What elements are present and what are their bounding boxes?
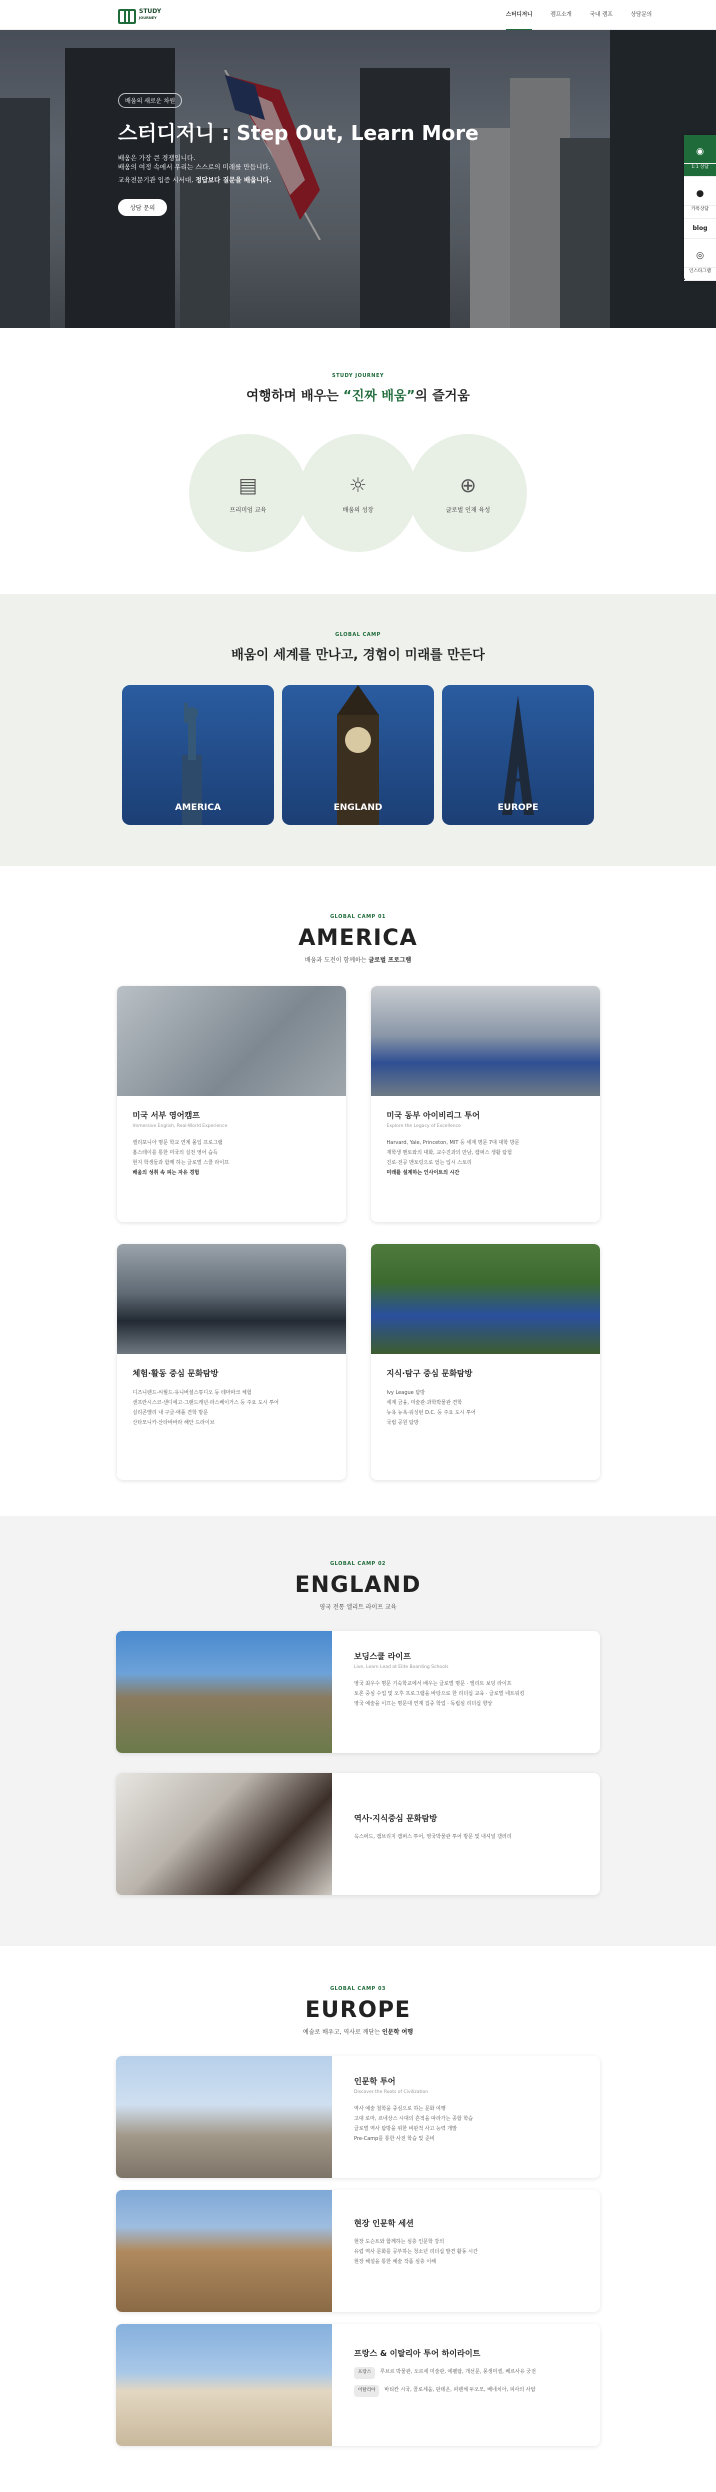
card-item: Ivy League 탐방 <box>386 1390 425 1396</box>
camp-card-england[interactable] <box>282 685 434 825</box>
row-item: 유럽 역사 문화를 공부하는 청소년 리더십 발견 활동 시간 <box>354 2249 478 2255</box>
instagram-side-button[interactable]: ◎ 인스타그램 <box>684 239 716 281</box>
intro-kicker: STUDY JOURNEY <box>332 373 384 379</box>
intro-section <box>0 328 716 594</box>
classroom-photo <box>117 986 346 1096</box>
england-kicker: GLOBAL CAMP 02 <box>330 1561 386 1567</box>
program-card-ivy-tour[interactable] <box>371 986 600 1222</box>
row-item: 역사 예술 철학을 중심으로 하는 문화 여행 <box>354 2106 446 2112</box>
england-row-boarding[interactable] <box>116 1631 600 1753</box>
book-logo-icon <box>118 8 136 22</box>
floating-side-menu <box>684 135 716 281</box>
group-banner-photo <box>117 1244 346 1354</box>
louvre-photo <box>116 2056 332 2178</box>
program-card-activity-tour[interactable] <box>117 1244 346 1480</box>
card-item: 디즈니랜드·씨월드·유니버셜스튜디오 등 테마파크 체험 <box>132 1390 252 1396</box>
card-item: 현지 학생들과 함께 하는 글로벌 스쿨 라이프 <box>132 1160 229 1166</box>
kakao-side-button[interactable]: ● 카톡상담 <box>684 177 716 219</box>
row-item: 영국 최우수 명문 기숙학교에서 배우는 글로벌 명문 · 엘리트 보딩 라이프 <box>354 1681 512 1687</box>
camp-card-label: ENGLAND <box>333 803 383 813</box>
europe-kicker: GLOBAL CAMP 03 <box>330 1986 386 1992</box>
card-item: 캘리포니아 명문 학교 연계 몰입 프로그램 <box>132 1140 223 1146</box>
card-item: 국립 공원 탐방 <box>386 1420 419 1426</box>
hero-line1: 배움은 가장 큰 경쟁입니다. <box>118 154 196 162</box>
europe-row-session[interactable] <box>116 2190 600 2312</box>
feature-circle-global: ⊕ 글로벌 인재 육성 <box>409 434 527 552</box>
group-photo <box>371 986 600 1096</box>
america-kicker: GLOBAL CAMP 01 <box>330 914 386 920</box>
consult-button[interactable]: 상담 문의 <box>118 199 167 216</box>
card-item-bold: 배움의 성취 속 피는 자유 경험 <box>132 1170 200 1176</box>
hero-line3: 교육전문기관 입증 시서대, 정답보다 질문을 배웁니다. <box>118 176 272 184</box>
row-title: 역사·지식중심 문화탐방 <box>354 1814 438 1823</box>
europe-section <box>0 1946 716 2446</box>
nav-item-camp[interactable]: 캠프소개 <box>550 11 572 18</box>
program-card-knowledge-tour[interactable] <box>371 1244 600 1480</box>
row-item: Pre-Camp를 통한 사전 학습 및 준비 <box>354 2136 435 2142</box>
card-item: 샌프란시스코·샌디에고·그랜드캐년·라스베이거스 등 주요 도시 투어 <box>132 1400 279 1406</box>
global-camp-section <box>0 594 716 866</box>
logo-line1: STUDY <box>139 7 162 15</box>
row-item: 현장 해설을 통한 예술 작품 심층 이해 <box>354 2259 436 2265</box>
camp-card-label: EUROPE <box>497 803 539 813</box>
nav-item-contact[interactable]: 상담문의 <box>630 11 652 18</box>
camp-kicker: GLOBAL CAMP <box>335 632 381 638</box>
hero-kicker: 배움의 새로운 차원 <box>118 93 182 108</box>
card-title: 체험·활동 중심 문화탐방 <box>132 1369 219 1378</box>
row-title: 보딩스쿨 라이프 <box>354 1652 411 1661</box>
intro-title: 여행하며 배우는 “진짜 배움”의 즐거움 <box>246 389 470 404</box>
feature-circle-premium: ▤ 프리미엄 교육 <box>189 434 307 552</box>
england-title: ENGLAND <box>294 1573 422 1598</box>
nav-item-studyjourney[interactable]: 스터디저니 <box>506 0 533 31</box>
students-class-photo <box>116 1773 332 1895</box>
card-item: 뉴욕 뉴욕·워싱턴 D.C. 등 주요 도시 투어 <box>386 1410 476 1416</box>
card-item: 재학생 멘토와의 대화, 교수진과의 만남, 캠퍼스 생활 탐험 <box>386 1150 512 1156</box>
camp-title: 배움이 세계를 만나고, 경험이 미래를 만든다 <box>231 648 485 663</box>
row-title: 인문학 투어 <box>354 2077 396 2086</box>
pisa-photo <box>116 2324 332 2446</box>
camp-card-europe[interactable] <box>442 685 594 825</box>
card-item: 실리콘밸리 내 구글·애플 견학 방문 <box>132 1410 209 1416</box>
card-subtitle: Explore the Legacy of Excellence <box>386 1124 461 1129</box>
site-header <box>0 0 716 30</box>
logo-line2: JOURNEY <box>139 15 157 20</box>
england-subtitle: 영국 전통 엘리트 라이프 교육 <box>319 1604 397 1611</box>
row-item: 글로벌 역사 탐방을 위한 비판적 사고 능력 개발 <box>354 2126 457 2132</box>
card-title: 미국 동부 아이비리그 투어 <box>386 1111 480 1120</box>
hero-line2: 배움의 여정 속에서 우리는 스스로의 미래를 만듭니다. <box>118 163 271 171</box>
book-icon: ▤ <box>238 472 258 497</box>
row-subtitle: Discover the Roots of Civilization <box>354 2090 429 2095</box>
row-item: 토론 중심 수업 및 오후 프로그램을 바탕으로 한 리더십 교육 · 글로벌 네트워킹 <box>354 1691 525 1697</box>
row-title: 프랑스 & 이탈리아 투어 하이라이트 <box>354 2349 481 2358</box>
row-item: 영국 예술을 이끄는 명문대 연계 집중 학업 · 독립심 리더십 향상 <box>354 1701 493 1707</box>
europe-row-highlight[interactable] <box>116 2324 600 2446</box>
card-item: 산타모니카·산타바바라 해안 드라이브 <box>132 1420 215 1426</box>
europe-subtitle: 예술로 배우고, 역사로 깨닫는 인문학 여행 <box>302 2029 414 2036</box>
colosseum-photo <box>116 2190 332 2312</box>
card-item: 진로·전공 멘토링으로 얻는 입시 스토리 <box>386 1160 472 1166</box>
america-section <box>0 866 716 1516</box>
bulb-icon: ☼ <box>349 472 367 497</box>
row-title: 현장 인문학 세션 <box>354 2219 414 2228</box>
chat-icon: ◉ <box>684 141 716 164</box>
place-item-italy: 이탈리아 바티칸 시국, 콜로세움, 판테온, 피렌체 두오모, 베네치아, 피사의 사탑 <box>354 2385 536 2397</box>
card-item: 세계 금융, 미술관·과학박물관 견학 <box>386 1400 463 1406</box>
europe-title: EUROPE <box>305 1998 411 2023</box>
nav-item-domestic[interactable]: 국내 캠프 <box>589 11 613 18</box>
place-item-france: 프랑스 루브르 박물관, 오르세 미술관, 에펠탑, 개선문, 몽생미셸, 베르사유 궁전 <box>354 2367 536 2379</box>
card-title: 미국 서부 영어캠프 <box>132 1111 200 1120</box>
row-subtitle: Live, Learn Lead at Elite Boarding Schools <box>354 1665 449 1670</box>
england-section <box>0 1516 716 1946</box>
group-banner-photo <box>371 1244 600 1354</box>
boarding-school-photo <box>116 1631 332 1753</box>
main-nav <box>506 0 652 31</box>
card-title: 지식·탐구 중심 문화탐방 <box>386 1369 473 1378</box>
england-row-culture[interactable] <box>116 1773 600 1895</box>
row-item: 현장 도슨트와 함께하는 심층 인문학 강의 <box>354 2239 445 2245</box>
europe-row-humanities[interactable] <box>116 2056 600 2178</box>
camp-card-america[interactable] <box>122 685 274 825</box>
row-item: 옥스퍼드, 캠브리지 캠퍼스 투어, 영국박물관 투어 방문 및 내셔널 갤러리 <box>354 1834 512 1840</box>
consult-side-button[interactable]: ◉ 1:1 상담 <box>684 135 716 177</box>
card-item: 홈스테이를 통한 미국의 실전 영어 습득 <box>132 1150 218 1156</box>
feature-circle-growth: ☼ 배움의 성장 <box>299 434 417 552</box>
hero-banner <box>0 30 716 328</box>
america-title: AMERICA <box>298 926 418 951</box>
row-item: 고대 로마, 르네상스 시대의 흔적을 따라가는 종합 학습 <box>354 2116 473 2122</box>
card-item-bold: 미래를 설계하는 인사이트의 시간 <box>386 1170 460 1176</box>
globe-icon: ⊕ <box>459 472 477 497</box>
blog-side-button[interactable]: blog <box>684 219 716 239</box>
instagram-icon: ◎ <box>684 245 716 268</box>
card-subtitle: Immersive English, Real-World Experience <box>132 1124 228 1129</box>
program-card-west-camp[interactable] <box>117 986 346 1222</box>
hero-title: 스터디저니 : Step Out, Learn More <box>118 121 479 145</box>
america-subtitle: 배움과 도전이 함께하는 글로벌 프로그램 <box>304 957 412 964</box>
kakao-icon: ● <box>684 183 716 206</box>
logo[interactable] <box>118 8 161 22</box>
camp-card-label: AMERICA <box>175 803 221 813</box>
card-item: Harvard, Yale, Princeton, MIT 등 세계 명문 7대 대학 방문 <box>386 1140 520 1146</box>
